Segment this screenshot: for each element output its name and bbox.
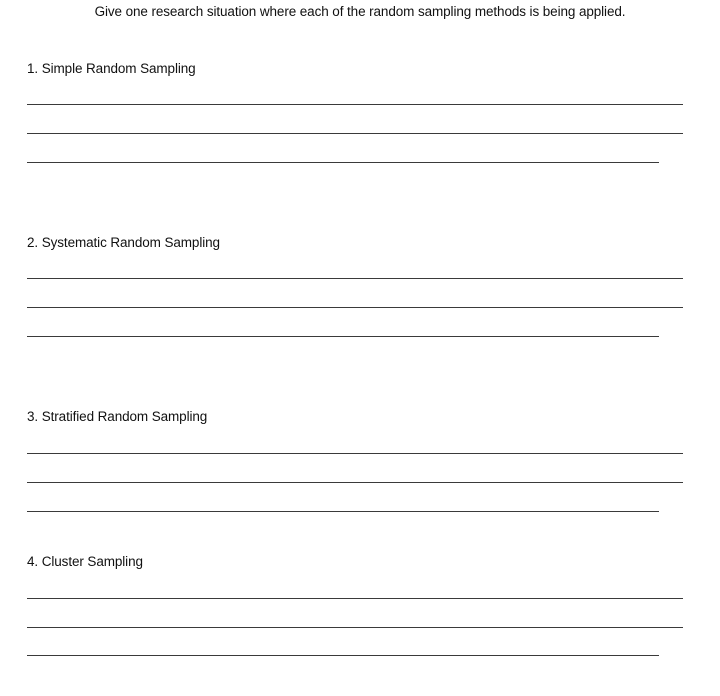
answer-line-3[interactable] bbox=[27, 162, 659, 163]
question-label: 2. Systematic Random Sampling bbox=[27, 235, 220, 250]
answer-line-3[interactable] bbox=[27, 336, 659, 337]
answer-line-1[interactable] bbox=[27, 598, 683, 599]
question-label: 1. Simple Random Sampling bbox=[27, 61, 196, 76]
answer-line-2[interactable] bbox=[27, 482, 683, 483]
answer-line-3[interactable] bbox=[27, 655, 659, 656]
answer-line-2[interactable] bbox=[27, 133, 683, 134]
answer-line-2[interactable] bbox=[27, 307, 683, 308]
answer-line-1[interactable] bbox=[27, 104, 683, 105]
answer-line-2[interactable] bbox=[27, 627, 683, 628]
question-label: 3. Stratified Random Sampling bbox=[27, 409, 208, 424]
answer-line-1[interactable] bbox=[27, 453, 683, 454]
instruction-text: Give one research situation where each of the random sampling methods is being applied. bbox=[94, 4, 626, 19]
answer-line-3[interactable] bbox=[27, 511, 659, 512]
answer-line-1[interactable] bbox=[27, 278, 683, 279]
question-label: 4. Cluster Sampling bbox=[27, 554, 143, 569]
